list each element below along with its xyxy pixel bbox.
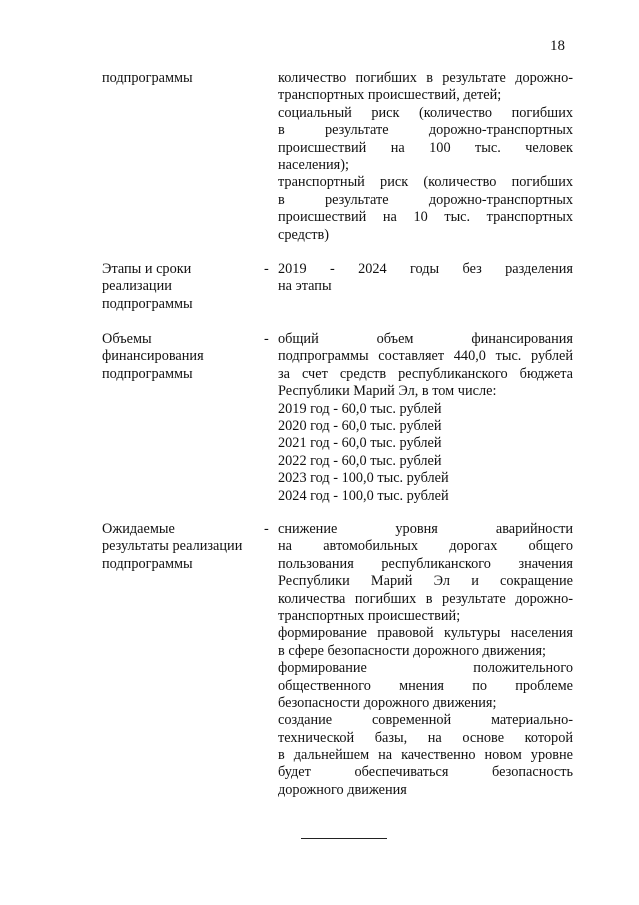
content-line: 2019 год - 60,0 тыс. рублей	[278, 400, 442, 417]
content-line: происшествий на 10 тыс. транспортных	[278, 209, 573, 226]
content-line: в сфере безопасности дорожного движения;	[278, 642, 546, 659]
content-line: средств)	[278, 226, 330, 243]
page-number: 18	[550, 38, 565, 54]
content-line: общественного мнения по проблеме	[278, 677, 573, 694]
content-line: будет обеспечиваться безопасность	[278, 764, 573, 781]
content-line: Республики Марий Эл, в том числе:	[278, 383, 497, 400]
label-line: Ожидаемые	[102, 521, 175, 537]
content-line: снижение уровня аварийности	[278, 521, 573, 537]
content-line: количество погибших в результате дорожно-	[278, 70, 573, 86]
content-line: на автомобильных дорогах общего	[278, 538, 573, 555]
content-line: количества погибших в результате дорожно-	[278, 590, 573, 607]
label-line: подпрограммы	[102, 365, 193, 382]
content-line: 2024 год - 100,0 тыс. рублей	[278, 487, 449, 504]
label-line: результаты реализации	[102, 538, 243, 555]
content-line: 2023 год - 100,0 тыс. рублей	[278, 470, 449, 487]
content-line: общий объем финансирования	[278, 331, 573, 347]
content-line: создание современной материально-	[278, 712, 573, 729]
label-line: реализации	[102, 278, 172, 295]
content-line: 2021 год - 60,0 тыс. рублей	[278, 435, 442, 452]
section-label	[102, 261, 267, 313]
content-line: подпрограммы составляет 440,0 тыс. рублей	[278, 348, 573, 365]
section-content	[278, 70, 573, 244]
section-label	[102, 70, 267, 87]
content-line: транспортный риск (количество погибших	[278, 174, 573, 191]
content-line: в результате дорожно-транспортных	[278, 191, 573, 208]
section-label	[102, 521, 267, 573]
label-line: подпрограммы	[102, 555, 193, 572]
label-line: Этапы и сроки	[102, 261, 192, 277]
content-line: пользования республиканского значения	[278, 555, 573, 572]
content-line: в результате дорожно-транспортных	[278, 122, 573, 139]
label-line: подпрограммы	[102, 295, 193, 312]
content-line: Республики Марий Эл и сокращение	[278, 573, 573, 590]
content-line: формирование правовой культуры населения	[278, 625, 573, 642]
content-line: дорожного движения	[278, 781, 407, 798]
content-line: безопасности дорожного движения;	[278, 694, 497, 711]
content-line: происшествий на 100 тыс. человек	[278, 139, 573, 156]
content-line: социальный риск (количество погибших	[278, 104, 573, 121]
section-dash: -	[264, 521, 269, 537]
content-line: на этапы	[278, 278, 332, 295]
section-content	[278, 521, 573, 799]
section-dash: -	[264, 331, 269, 347]
section-content	[278, 261, 573, 296]
label-line: финансирования	[102, 348, 204, 365]
content-line: технической базы, на основе которой	[278, 729, 573, 746]
content-line: транспортных происшествий, детей;	[278, 87, 502, 104]
content-line: в дальнейшем на качественно новом уровне	[278, 747, 573, 764]
content-line: 2019 - 2024 годы без разделения	[278, 261, 573, 277]
section-label	[102, 331, 267, 383]
content-line: населения);	[278, 156, 349, 173]
label-line: Объемы	[102, 331, 152, 347]
end-divider-line	[301, 838, 387, 839]
content-line: 2022 год - 60,0 тыс. рублей	[278, 452, 442, 469]
content-line: транспортных происшествий;	[278, 607, 461, 624]
section-content	[278, 331, 573, 505]
label-line: подпрограммы	[102, 70, 193, 86]
content-line: за счет средств республиканского бюджета	[278, 365, 573, 382]
content-line: 2020 год - 60,0 тыс. рублей	[278, 417, 442, 434]
section-dash: -	[264, 261, 269, 277]
content-line: формирование положительного	[278, 660, 573, 677]
